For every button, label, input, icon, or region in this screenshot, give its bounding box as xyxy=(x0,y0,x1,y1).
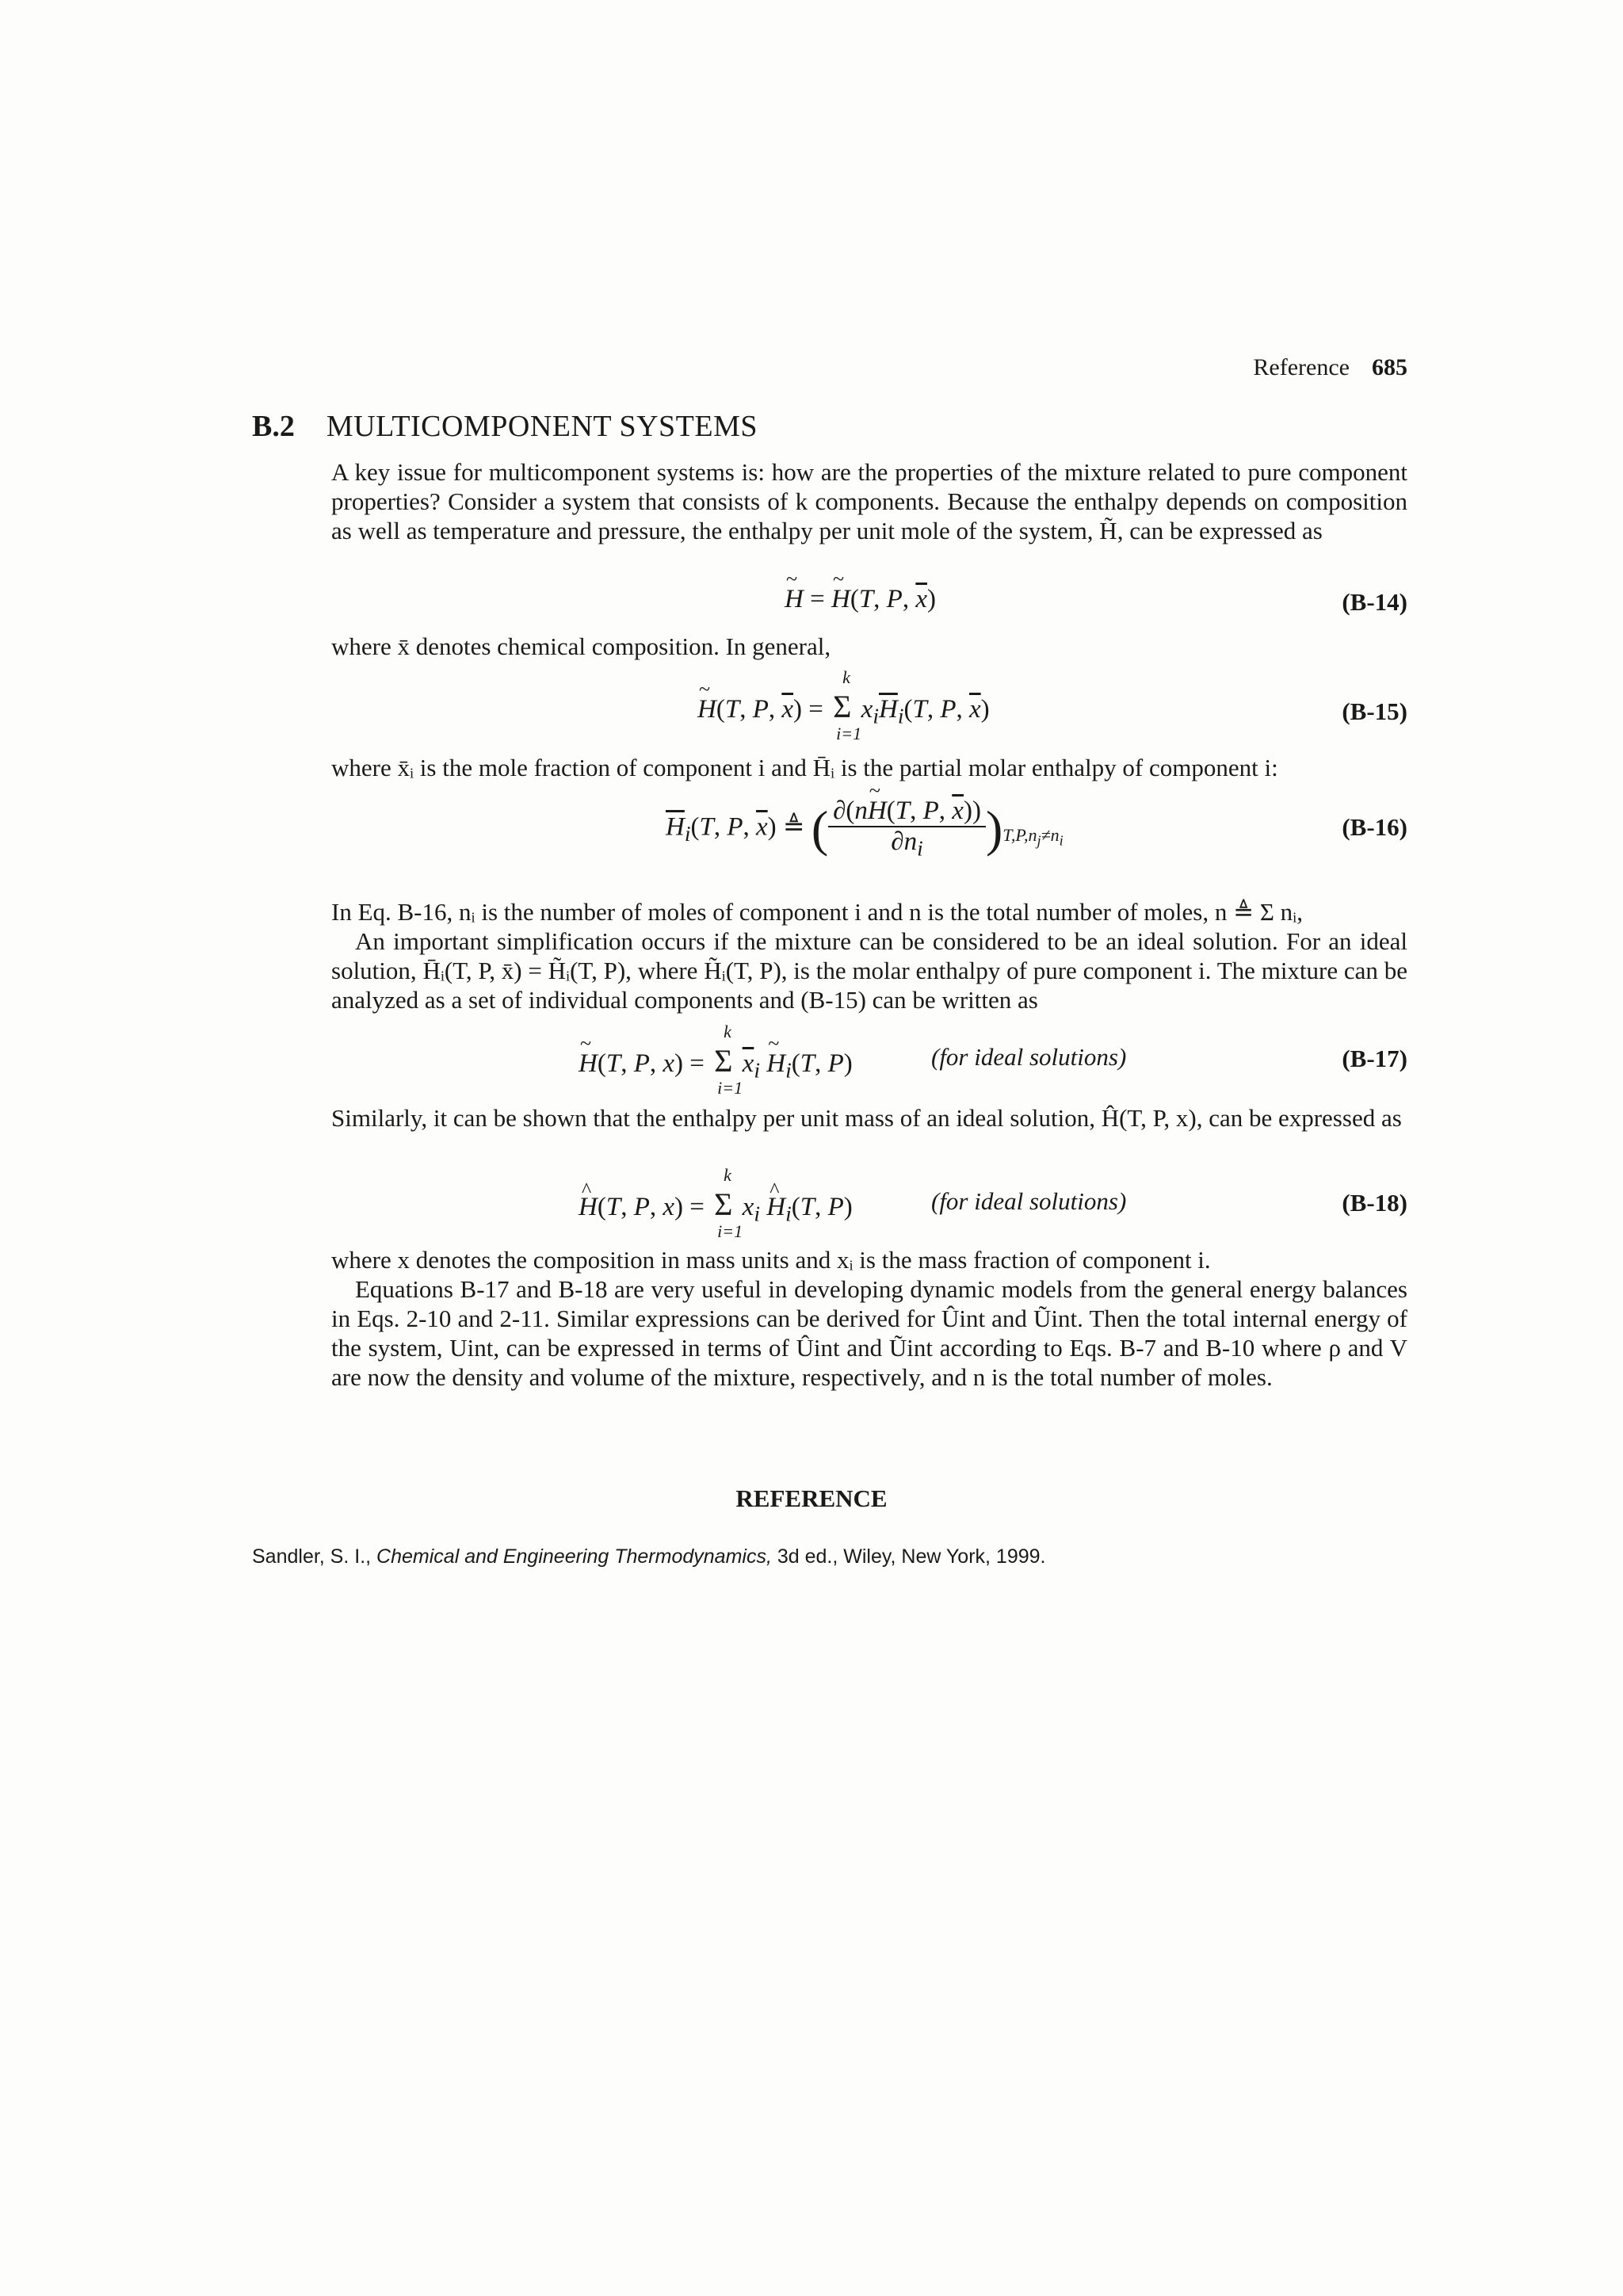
paragraph-composition: where x̄ denotes chemical composition. In general, xyxy=(331,632,831,660)
section-title: MULTICOMPONENT SYSTEMS xyxy=(326,410,758,443)
section-number: B.2 xyxy=(252,410,295,443)
equation-label-b16: (B-16) xyxy=(1342,813,1407,841)
reference-heading: REFERENCE xyxy=(735,1484,888,1512)
equation-b18: ^ H(T, P, x) = Σ k i=1 $x_i$ ^ $H_i(T$, P) xyxy=(579,1186,853,1227)
paragraph-partial-molar: where x̄ᵢ is the mole fraction of component i and H̄ᵢ is the partial molar enthalpy of component i: xyxy=(331,754,1278,781)
summation-symbol: Σ k i=1 xyxy=(714,1165,743,1241)
summation-symbol: Σ k i=1 xyxy=(714,1022,743,1098)
paragraph-mass-basis: Similarly, it can be shown that the enthalpy per unit mass of an ideal solution, Ĥ(T, P, x), can be expressed as xyxy=(331,1104,1402,1132)
equation-b17: ~ H(T, P, x) = Σ k i=1 $\overline{x}_i$ ~ $H_i(T$, P) xyxy=(579,1042,853,1083)
citation-authors: Sandler, S. I., xyxy=(252,1545,372,1568)
ideal-note-b18: (for ideal solutions) xyxy=(931,1187,1127,1215)
equation-b14: ~ H = ~ H(T, P, $\overline{x}$) xyxy=(785,585,936,614)
citation-details: 3d ed., Wiley, New York, 1999. xyxy=(777,1545,1046,1568)
ideal-note-b17: (for ideal solutions) xyxy=(931,1043,1127,1071)
paragraph-moles: In Eq. B-16, nᵢ is the number of moles of component i and n is the total number of moles, n ≜ Σ nᵢ, xyxy=(331,898,1303,926)
equation-label-b18: (B-18) xyxy=(1342,1189,1407,1217)
paragraph-energy-balance: Equations B-17 and B-18 are very useful in developing dynamic models from the general energy balances in Eqs. 2-10 and 2-11. Similar expressions can be derived for Ûint and Ũint. Then the total internal energy of the system, Uint, can be expressed in terms of Ûint and Ũint according to Eqs. B-7 and B-10 where ρ and V are now the density and volume of the mixture, respectively, and n is the total number of moles. xyxy=(331,1275,1407,1391)
page-number: 685 xyxy=(1372,354,1407,380)
reference-citation xyxy=(252,1545,1045,1568)
equation-label-b14: (B-14) xyxy=(1342,588,1407,616)
paragraph-ideal-solution: An important simplification occurs if the mixture can be considered to be an ideal solution. For an ideal solution, H̄ᵢ(T, P, x̄) = H̃ᵢ(T, P), where H̃ᵢ(T, P), is the molar enthalpy of pure component i. The mixture can be analyzed as a set of individual components and (B-15) can be written as xyxy=(331,927,1407,1014)
equation-label-b17: (B-17) xyxy=(1342,1045,1407,1072)
section-heading xyxy=(252,409,758,444)
equation-b16: $\overline{H}_i(T$, P, $\overline{x}$) ≜ ( $\frac{\partial(n\sim H(T, P, \overline{x}))}{\partial n_i}$ )$_{T,P,n_j\ne n_i}$ xyxy=(666,797,1064,861)
summation-symbol: Σ k i=1 xyxy=(833,667,862,743)
paragraph-intro: A key issue for multicomponent systems is: how are the properties of the mixture related to pure component properties? Consider a system that consists of k components. Because the enthalpy depends on composition as well as temperature and pressure, the enthalpy per unit mole of the system, H̃, can be expressed as xyxy=(331,458,1407,544)
equation-label-b15: (B-15) xyxy=(1342,697,1407,725)
citation-book-title: Chemical and Engineering Thermodynamics, xyxy=(376,1545,772,1568)
running-header xyxy=(1253,354,1407,381)
running-title: Reference xyxy=(1253,354,1350,380)
paragraph-mass-fraction: where x denotes the composition in mass units and xᵢ is the mass fraction of component i. xyxy=(331,1246,1211,1274)
equation-b15: ~ H(T, P, $\overline{x}) = \Sigma$ k i=1 $x_i\overline{H}_i(T$, P, $\overline{x}$) xyxy=(697,688,990,729)
